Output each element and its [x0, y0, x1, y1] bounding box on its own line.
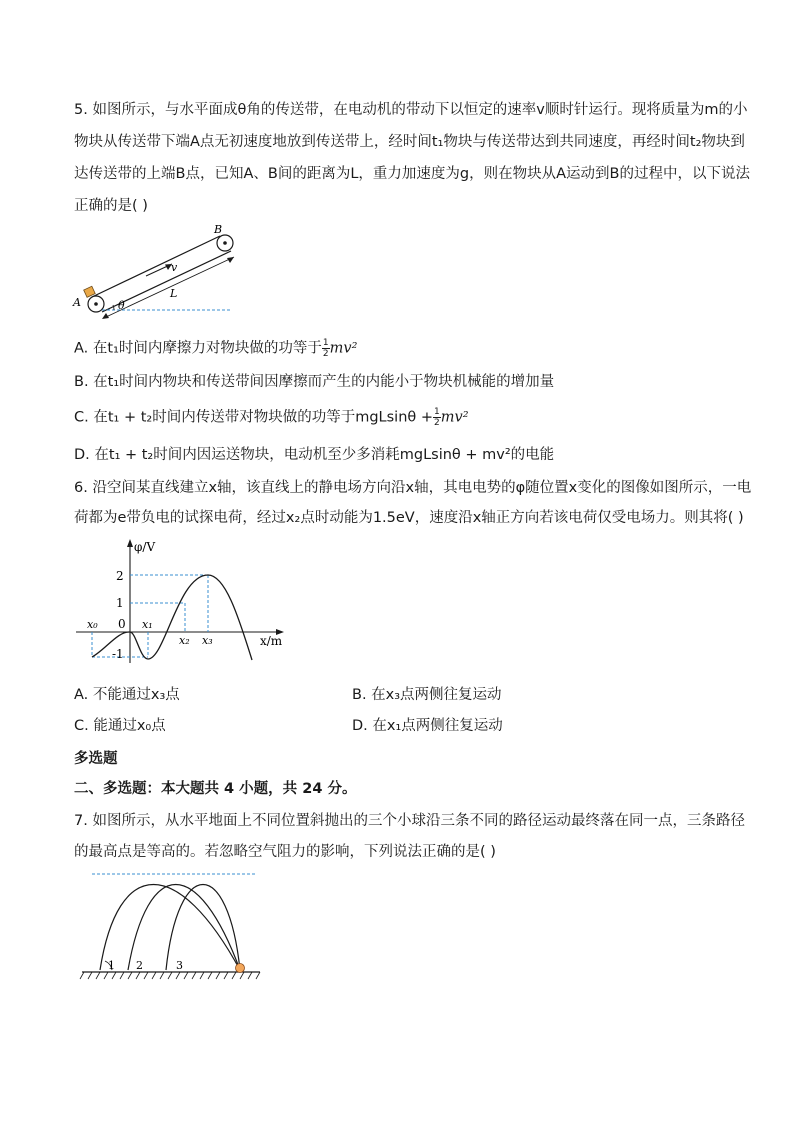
q6-line-2: 荷都为e带负电的试探电荷，经过x₂点时动能为1.5eV，速度沿x轴正方向若该电荷仅受电场力。则其将( )	[74, 510, 744, 526]
q5-line-4: 正确的是( )	[74, 198, 148, 214]
x1-label: x₁	[142, 618, 153, 631]
label-b: B	[214, 223, 223, 236]
q6-option-c: C. 能通过x₀点	[74, 718, 166, 734]
path-1	[100, 885, 240, 971]
path-label-2: 2	[136, 959, 143, 972]
q6-option-b: B. 在x₃点两侧往复运动	[352, 687, 502, 703]
section-heading: 二、多选题：本大题共 4 小题，共 24 分。	[74, 781, 357, 797]
q6-option-a: A. 不能通过x₃点	[74, 687, 180, 703]
path-label-3: 3	[176, 959, 183, 972]
x2-label: x₂	[179, 634, 190, 647]
label-v: v	[171, 261, 178, 274]
q5-line-3: 达传送带的上端B点，已知A、B间的距离为L，重力加速度为g，则在物块从A运动到B的过程中，以下说法	[74, 166, 750, 182]
q6-potential-graph	[70, 535, 300, 670]
path-label-1: 1	[108, 959, 115, 972]
q6-option-d: D. 在x₁点两侧往复运动	[352, 718, 503, 734]
section-label: 多选题	[74, 751, 118, 767]
label-theta: θ	[118, 299, 125, 312]
x0-label: x₀	[87, 618, 98, 631]
q7-line-1: 7. 如图所示，从水平地面上不同位置斜抛出的三个小球沿三条不同的路径运动最终落在同一点，三条路径	[74, 813, 745, 829]
label-l: L	[170, 287, 178, 300]
q7-line-2: 的最高点是等高的。若忽略空气阻力的影响，下列说法正确的是( )	[74, 844, 496, 860]
y-tick-1: 1	[116, 596, 124, 610]
q5-option-d: D. 在t₁ + t₂时间内因运送物块，电动机至少多消耗mgLsinθ + mv²的电能	[74, 447, 555, 463]
y-axis-label: φ/V	[134, 540, 156, 554]
path-3	[166, 885, 240, 971]
x-axis-label: x/m	[260, 634, 283, 648]
y-tick-neg1: -1	[112, 647, 124, 661]
y-tick-2: 2	[116, 569, 124, 583]
x3-label: x₃	[202, 634, 213, 647]
q6-line-1: 6. 沿空间某直线建立x轴，该直线上的静电场方向沿x轴，其电电势的φ随位置x变化的图像如图所示，一电	[74, 480, 752, 496]
q5-conveyor-figure	[70, 220, 250, 325]
q5-option-c: C. 在t₁ + t₂时间内传送带对物块做的功等于mgLsinθ + $\frac{1}{2}$ mv²	[74, 407, 469, 428]
q7-trajectory-figure	[78, 862, 268, 987]
q5-line-1: 5. 如图所示，与水平面成θ角的传送带，在电动机的带动下以恒定的速率v顺时针运行。现将质量为m的小	[74, 102, 748, 118]
q5-option-a: A. 在t₁时间内摩擦力对物块做的功等于 $\frac{1}{2}$ mv²	[74, 338, 358, 359]
q5-line-2: 物块从传送带下端A点无初速度地放到传送带上，经时间t₁物块与传送带达到共同速度，再经时间t₂物块到	[74, 134, 745, 150]
ball-icon	[236, 964, 245, 973]
label-a: A	[73, 296, 81, 309]
belt-top-line	[92, 236, 220, 297]
q5-option-b: B. 在t₁时间内物块和传送带间因摩擦而产生的内能小于物块机械能的增加量	[74, 374, 555, 390]
y-tick-0: 0	[118, 617, 126, 631]
